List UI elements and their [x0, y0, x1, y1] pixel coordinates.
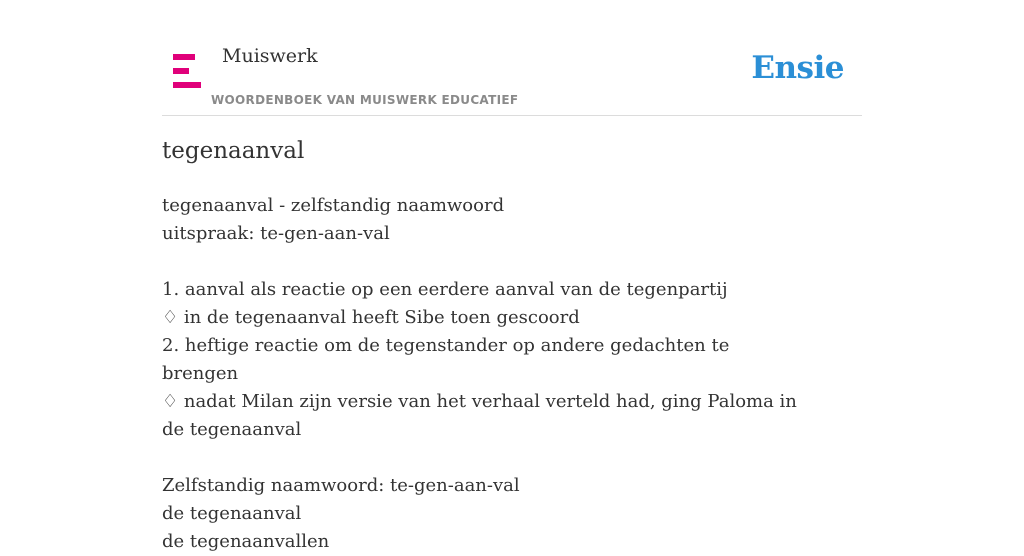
dictionary-header [162, 0, 862, 116]
definition-line: ♢ nadat Milan zijn versie van het verhaal verteld had, ging Paloma in de tegenaanval [162, 391, 797, 440]
entry-definition [162, 192, 802, 556]
logo-bar-top [173, 54, 195, 60]
logo-bar-bottom [173, 82, 201, 88]
logo-bar-middle [173, 68, 189, 74]
definition-line: de tegenaanval [162, 503, 302, 524]
definition-line [162, 444, 802, 472]
muiswerk-logo-icon[interactable] [173, 54, 201, 88]
definition-line: Zelfstandig naamwoord: te-gen-aan-val [162, 475, 520, 496]
definition-line [162, 248, 802, 276]
ensie-brand-link[interactable]: Ensie [751, 50, 844, 86]
definition-line: 1. aanval als reactie op een eerdere aanval van de tegenpartij [162, 279, 728, 300]
entry-title: tegenaanval [162, 138, 305, 164]
definition-line: 2. heftige reactie om de tegenstander op andere gedachten te brengen [162, 335, 730, 384]
source-name[interactable]: Muiswerk [222, 45, 318, 67]
source-subtitle: WOORDENBOEK VAN MUISWERK EDUCATIEF [211, 93, 519, 107]
definition-line: de tegenaanvallen [162, 531, 330, 552]
definition-line: uitspraak: te-gen-aan-val [162, 223, 390, 244]
definition-line: tegenaanval - zelfstandig naamwoord [162, 195, 505, 216]
definition-line: ♢ in de tegenaanval heeft Sibe toen gescoord [162, 307, 580, 328]
